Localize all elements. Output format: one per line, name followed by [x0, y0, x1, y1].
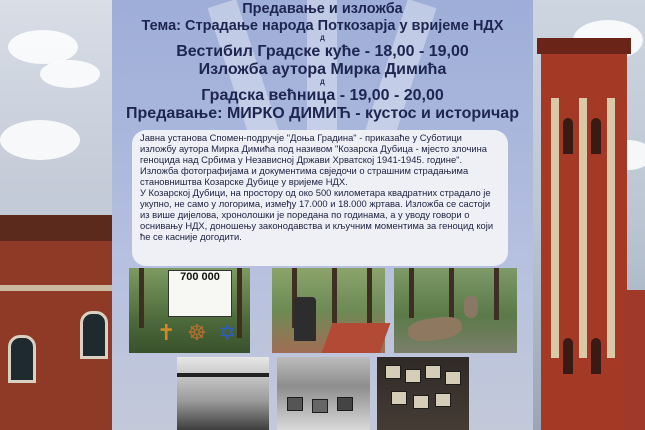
description-paragraph: У Козарској Дубици, на простору од око 500 километара квадратних страдало је укупно, не само у логорима, између 17.000 и 18.000 жртава. Изложба се састоји из више дијелова, хронолошки је поредана по годинама, а у уводу говори о оснивању НДХ, доношењу законодавства и кључним моментима за геноцид који ће се касније догодити.: [140, 187, 494, 242]
exhibit-document: [391, 391, 407, 405]
heading-lecturer: Предавање: МИРКО ДИМИЋ - кустос и историчар: [126, 105, 519, 122]
tree-trunk: [494, 268, 499, 320]
forest-graves-photo: [394, 268, 517, 353]
tree-trunk: [367, 268, 372, 326]
barbed-wire-fence: [177, 373, 269, 377]
brick-path: [322, 323, 391, 353]
tree-trunk: [332, 268, 337, 323]
left-building-photo: [0, 0, 112, 430]
tower-column: [579, 98, 587, 358]
right-tower-photo: [533, 0, 645, 430]
exhibit-documents-photo: [377, 357, 469, 430]
heading-separator: Д: [320, 79, 325, 86]
event-poster: [112, 0, 533, 430]
brick-tower: [541, 38, 627, 430]
exhibit-document: [435, 393, 451, 407]
star-of-david-icon: ✡: [218, 320, 237, 345]
sign-small-text: [169, 284, 231, 289]
heading-venue-time-1: Вестибил Градске куће - 18,00 - 19,00: [176, 43, 469, 60]
poster-heading: [112, 1, 533, 123]
exhibit-photo-frame: [312, 399, 328, 413]
cloud: [8, 30, 78, 64]
building-cornice: [0, 285, 112, 291]
tower-window: [591, 118, 601, 154]
exhibit-document: [385, 365, 401, 379]
tower-cap: [537, 38, 631, 54]
exhibit-items-photo: [277, 357, 370, 430]
description-box: [132, 130, 508, 266]
archive-photo-fence: [177, 357, 269, 430]
tower-column: [607, 98, 615, 358]
memorial-bin: [294, 297, 316, 341]
grave-stone: [464, 296, 478, 318]
arched-window: [80, 311, 108, 359]
tower-column: [551, 98, 559, 358]
tree-trunk: [449, 268, 454, 323]
brick-building: [0, 215, 112, 430]
exhibit-photo-frame: [337, 397, 353, 411]
heading-exhibition-author: Изложба аутора Мирка Димића: [198, 61, 447, 78]
tree-trunk: [139, 268, 144, 328]
building-roof: [0, 215, 112, 241]
heading-topic: Тема: Страдање народа Поткозарја у вријеме НДХ: [141, 18, 504, 34]
tower-window: [563, 118, 573, 154]
exhibit-photo-frame: [287, 397, 303, 411]
wheel-symbol-icon: ☸: [187, 320, 207, 345]
cloud: [40, 60, 100, 88]
tree-trunk: [237, 268, 242, 338]
brick-house: [623, 290, 645, 430]
victims-number: 700 000: [180, 271, 220, 283]
tower-window: [563, 338, 573, 374]
cross-symbol-icon: ✝: [157, 320, 176, 345]
heading-venue-time-2: Градска већница - 19,00 - 20,00: [201, 87, 444, 104]
arched-window: [8, 335, 36, 383]
heading-separator: Д: [320, 35, 325, 42]
exhibit-document: [425, 365, 441, 379]
cloud: [0, 120, 80, 160]
exhibit-document: [413, 395, 429, 409]
exhibit-document: [445, 371, 461, 385]
tree-trunk: [409, 268, 414, 318]
exhibit-document: [405, 369, 421, 383]
description-paragraph: Јавна установа Спомен-подручје "Доња Градина" - приказаће у Суботици изложбу аутора Мирка Димића под називом "Козарска Дубица - мјесто злочина геноцида над Србима у Независној Држави Хрватској 1941-1945. године". Изложба фотографијама и документима свједочи о страшним страдањима становништва Козарске Дубице у вријеме НДХ.: [140, 132, 488, 187]
heading-title: Предавање и изложба: [242, 1, 403, 17]
tower-window: [591, 338, 601, 374]
memorial-sign: [168, 270, 232, 317]
